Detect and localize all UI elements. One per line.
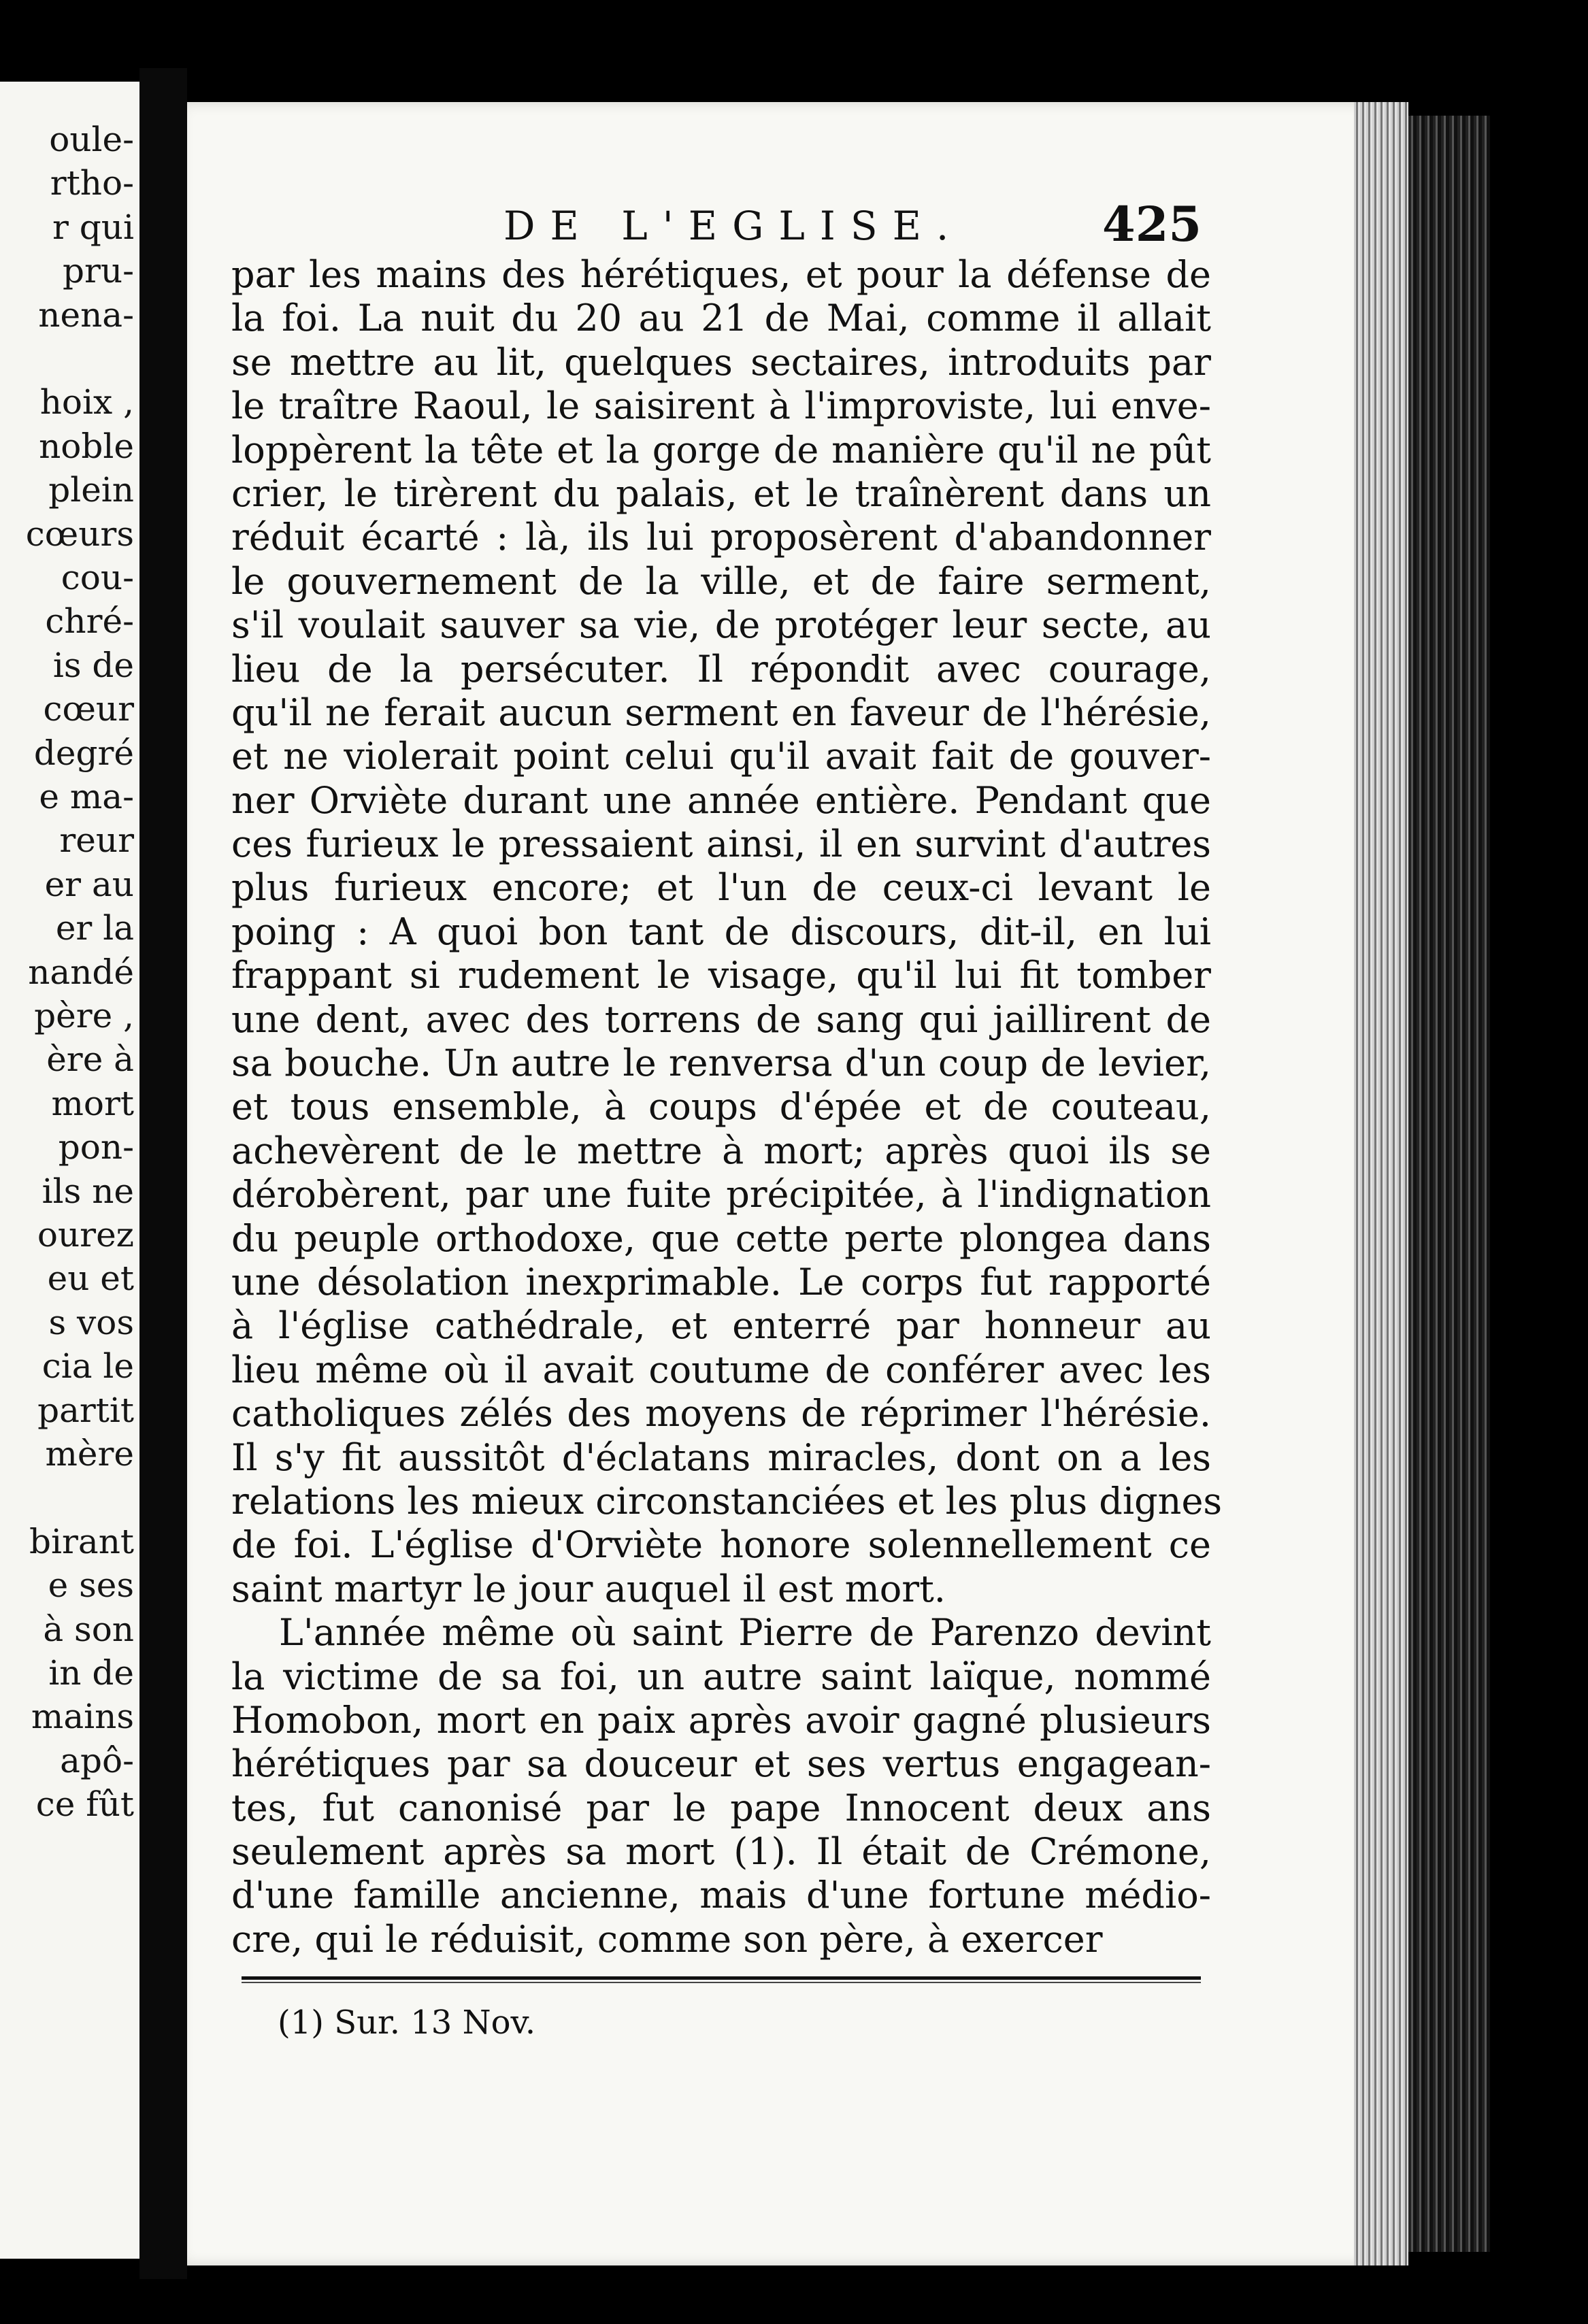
text-line: ner Orviète durant une année entière. Pendant que bbox=[231, 778, 1211, 822]
text-line: lieu de la persécuter. Il répondit avec courage, bbox=[231, 647, 1211, 691]
prev-page-line: is de bbox=[52, 645, 134, 685]
footnote-rule bbox=[242, 1976, 1201, 1980]
prev-page-line: birant bbox=[29, 1521, 134, 1561]
prev-page-line: hoix , bbox=[39, 382, 134, 422]
text-line: poing : A quoi bon tant de discours, dit-il, en lui bbox=[231, 910, 1211, 953]
text-line: Homobon, mort en paix après avoir gagné plusieurs bbox=[231, 1698, 1211, 1742]
footnote-rule-thin bbox=[242, 1982, 1201, 1983]
prev-page-line: s vos bbox=[48, 1302, 134, 1342]
text-line: d'une famille ancienne, mais d'une fortune médio- bbox=[231, 1874, 1211, 1917]
text-line: se mettre au lit, quelques sectaires, introduits par bbox=[231, 340, 1211, 384]
body-text bbox=[231, 253, 1223, 1961]
text-line: et ne violerait point celui qu'il avait fait de gouver- bbox=[231, 735, 1211, 778]
book-edge-shadow bbox=[1408, 116, 1490, 2252]
page-edges bbox=[1354, 102, 1408, 2265]
prev-page-line: père , bbox=[34, 996, 134, 1035]
text-line: du peuple orthodoxe, que cette perte plongea dans bbox=[231, 1216, 1211, 1260]
text-line: cre, qui le réduisit, comme son père, à exercer bbox=[231, 1917, 1103, 1961]
text-line: seulement après sa mort (1). Il était de Crémone, bbox=[231, 1830, 1211, 1874]
text-line: Il s'y fit aussitôt d'éclatans miracles, dont on a les bbox=[231, 1435, 1211, 1479]
prev-page-line: rtho- bbox=[50, 163, 134, 203]
prev-page-line: cia le bbox=[42, 1346, 134, 1387]
previous-page-fragment bbox=[0, 82, 139, 2259]
prev-page-line: degré bbox=[33, 733, 134, 773]
prev-page-line: eu et bbox=[47, 1259, 134, 1299]
prev-page-line: pru- bbox=[62, 251, 134, 291]
text-line: crier, le tirèrent du palais, et le traînèrent dans un bbox=[231, 471, 1211, 515]
prev-page-line: partit bbox=[37, 1390, 134, 1430]
text-line: saint martyr le jour auquel il est mort. bbox=[231, 1567, 946, 1610]
text-line: qu'il ne ferait aucun serment en faveur de l'hérésie, bbox=[231, 691, 1211, 734]
prev-page-line: reur bbox=[59, 820, 134, 861]
prev-page-line: ourez bbox=[37, 1215, 134, 1255]
text-line: catholiques zélés des moyens de réprimer l'hérésie. bbox=[231, 1392, 1211, 1435]
text-line: dérobèrent, par une fuite précipitée, à l'indignation bbox=[231, 1173, 1211, 1216]
text-line: lieu même où il avait coutume de conférer avec les bbox=[231, 1348, 1211, 1391]
prev-page-line: cou- bbox=[61, 558, 134, 597]
text-line: le traître Raoul, le saisirent à l'improviste, lui enve- bbox=[231, 384, 1211, 428]
prev-page-line: nena- bbox=[38, 295, 134, 335]
text-line: ces furieux le pressaient ainsi, il en survint d'autres bbox=[231, 823, 1211, 866]
text-line: relations les mieux circonstanciées et les plus dignes bbox=[231, 1479, 1223, 1523]
prev-page-line: chré- bbox=[45, 601, 134, 642]
prev-page-line: er au bbox=[44, 864, 134, 904]
book-gutter bbox=[139, 68, 187, 2279]
prev-page-line: in de bbox=[48, 1653, 134, 1693]
prev-page-line: e ma- bbox=[39, 777, 134, 816]
text-line: loppèrent la tête et la gorge de manière qu'il ne pût bbox=[231, 428, 1211, 471]
text-line: sa bouche. Un autre le renversa d'un coup de levier, bbox=[231, 1042, 1211, 1085]
text-line: par les mains des hérétiques, et pour la défense de bbox=[231, 253, 1211, 296]
text-line: plus furieux encore; et l'un de ceux-ci levant le bbox=[231, 866, 1211, 910]
prev-page-line: oule- bbox=[49, 120, 134, 159]
prev-page-line: ère à bbox=[46, 1040, 134, 1080]
text-line: une désolation inexprimable. Le corps fut rapporté bbox=[231, 1260, 1211, 1304]
text-line: et tous ensemble, à coups d'épée et de couteau, bbox=[231, 1085, 1211, 1129]
prev-page-line: pon- bbox=[58, 1127, 134, 1167]
prev-page-line: cœur bbox=[43, 689, 134, 729]
prev-page-line: e ses bbox=[48, 1565, 134, 1606]
prev-page-line: mère bbox=[45, 1434, 134, 1474]
prev-page-line: nandé bbox=[28, 952, 134, 992]
text-line: tes, fut canonisé par le pape Innocent deux ans bbox=[231, 1786, 1211, 1829]
prev-page-line: r qui bbox=[52, 207, 134, 247]
footnote: (1) Sur. 13 Nov. bbox=[278, 2004, 536, 2042]
prev-page-line: ce fût bbox=[35, 1784, 134, 1825]
prev-page-line: à son bbox=[43, 1609, 134, 1649]
prev-page-line: plein bbox=[48, 470, 134, 510]
running-title: DE L'EGLISE. bbox=[503, 203, 964, 249]
text-line: frappant si rudement le visage, qu'il lui fit tomber bbox=[231, 954, 1211, 997]
text-line: de foi. L'église d'Orviète honore solennellement ce bbox=[231, 1523, 1211, 1567]
text-line: hérétiques par sa douceur et ses vertus engagean- bbox=[231, 1742, 1211, 1786]
prev-page-line: mains bbox=[31, 1697, 134, 1737]
text-line: une dent, avec des torrens de sang qui jaillirent de bbox=[231, 997, 1211, 1041]
prev-page-line: apô- bbox=[60, 1740, 134, 1780]
prev-page-line: noble bbox=[39, 426, 134, 466]
prev-page-line: er la bbox=[55, 908, 134, 948]
text-line: réduit écarté : là, ils lui proposèrent d'abandonner bbox=[231, 516, 1211, 559]
text-line: le gouvernement de la ville, et de faire serment, bbox=[231, 559, 1211, 603]
text-line: à l'église cathédrale, et enterré par honneur au bbox=[231, 1304, 1211, 1348]
text-line: s'il voulait sauver sa vie, de protéger leur secte, au bbox=[231, 603, 1211, 647]
page-number: 425 bbox=[1102, 196, 1202, 252]
prev-page-line: ils ne bbox=[42, 1171, 134, 1211]
text-line: la victime de sa foi, un autre saint laïque, nommé bbox=[231, 1655, 1211, 1698]
text-line: L'année même où saint Pierre de Parenzo devint bbox=[279, 1611, 1211, 1655]
text-line: la foi. La nuit du 20 au 21 de Mai, comme il allait bbox=[231, 297, 1211, 340]
prev-page-line: mort bbox=[51, 1083, 134, 1123]
prev-page-line: cœurs bbox=[25, 514, 134, 554]
text-line: achevèrent de le mettre à mort; après quoi ils se bbox=[231, 1129, 1211, 1172]
